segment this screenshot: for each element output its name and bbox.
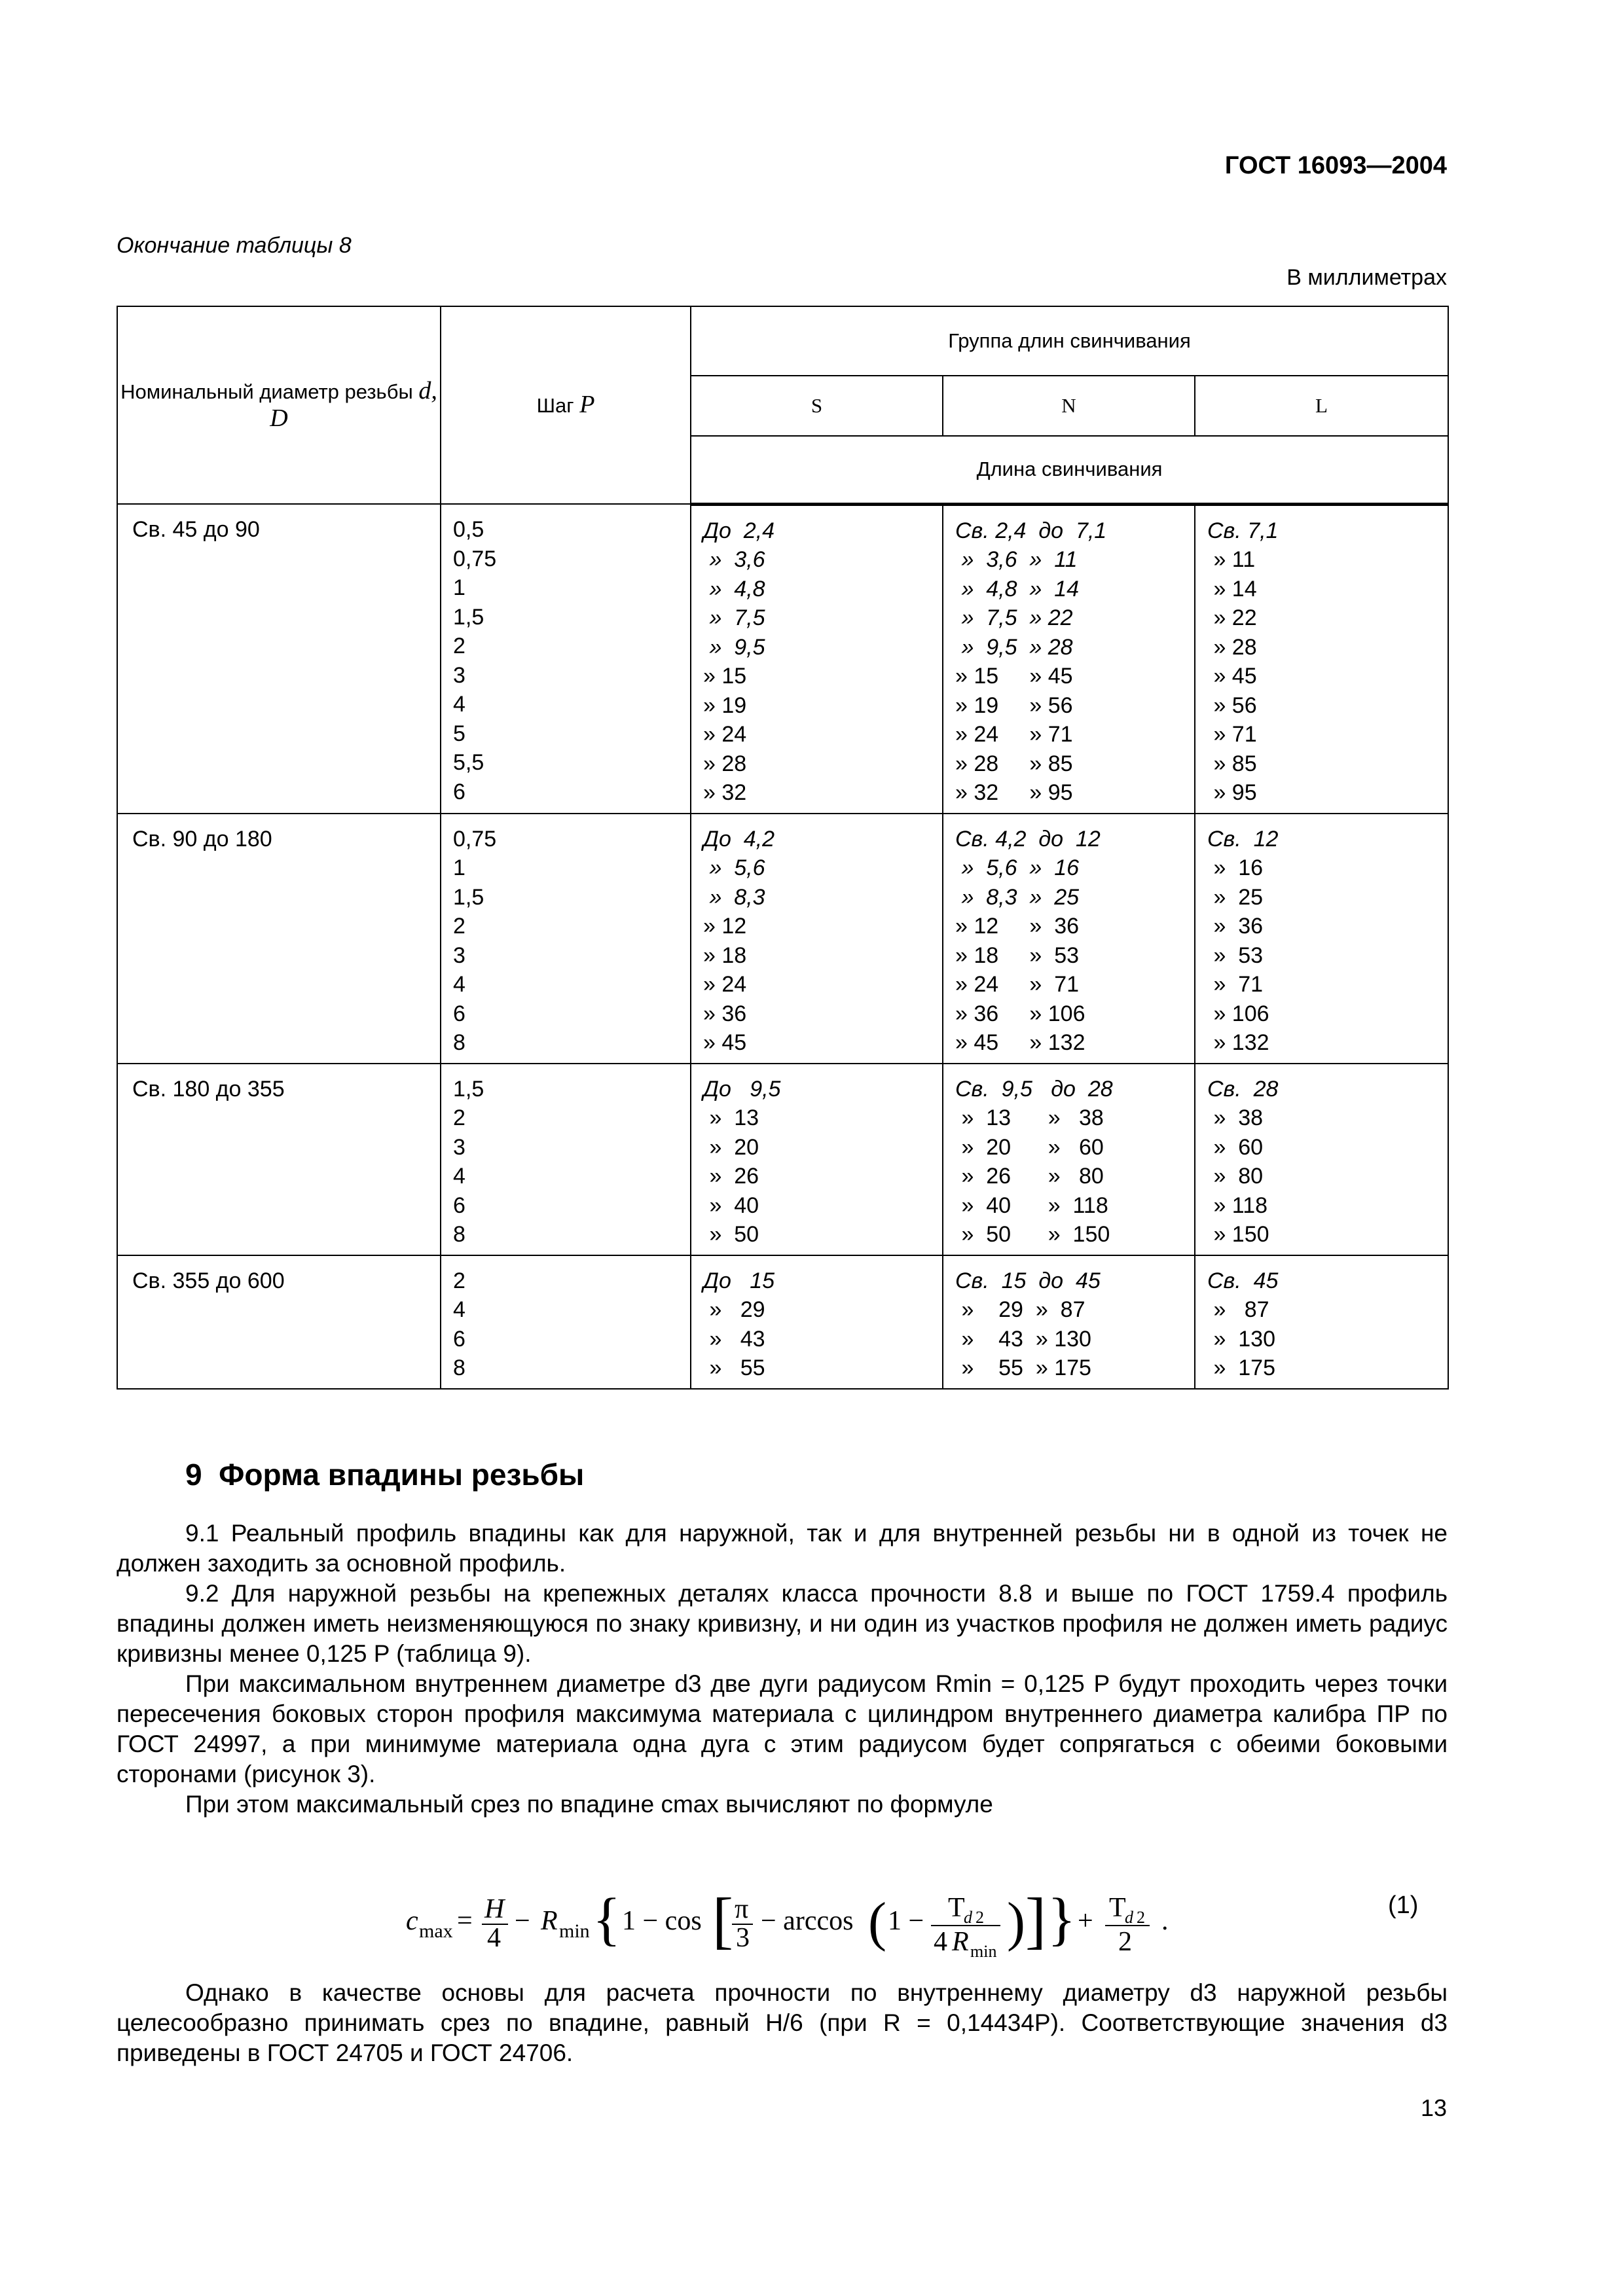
header-diameter	[117, 306, 441, 504]
cell-line: » 18	[703, 942, 747, 968]
cell-line: Св. 9,5 до 28	[955, 1076, 1113, 1102]
cell-line: 3	[453, 1134, 465, 1160]
cell-line: » 55 » 175	[955, 1355, 1091, 1380]
svg-text:H: H	[484, 1894, 505, 1924]
header-pitch	[441, 306, 691, 504]
cell-line: » 45	[1207, 664, 1257, 689]
cell-line: » 20 » 60	[955, 1134, 1104, 1160]
cell-diameter: Св. 90 до 180	[117, 814, 441, 1064]
svg-text:3: 3	[736, 1923, 750, 1953]
svg-text:[: [	[712, 1885, 733, 1955]
cell-line: » 3,6 » 11	[955, 547, 1078, 572]
cell-line: » 19	[703, 692, 747, 718]
cell-line: » 85	[1207, 751, 1257, 776]
cell-line: 1	[453, 855, 465, 880]
paragraph-9-2: 9.2 Для наружной резьбы на крепежных деталях класса прочности 8.8 и выше по ГОСТ 1759.4 профиль впадины должен иметь неизменяющуюся по знаку кривизну, и ни один из участков профиля не должен иметь радиус кривизны менее 0,125 P (таблица 9).	[117, 1580, 1448, 1667]
cell-line: » 26 » 80	[955, 1164, 1104, 1189]
cell-diameter: Св. 355 до 600	[117, 1255, 441, 1389]
cell-line: 2	[453, 634, 465, 658]
section-heading	[185, 1457, 584, 1492]
cell-diameter: Св. 180 до 355	[117, 1064, 441, 1255]
cell-line: » 9,5 » 28	[955, 634, 1073, 660]
cell-line: » 26	[703, 1164, 759, 1189]
svg-text:4: 4	[934, 1927, 947, 1957]
cell-line: 5,5	[453, 750, 484, 775]
svg-text:2: 2	[1118, 1927, 1132, 1957]
cell-line: » 20	[703, 1134, 759, 1160]
cell-pitch	[441, 1255, 691, 1389]
paragraph-d3-note: Однако в качестве основы для расчета прочности по внутреннему диаметру d3 наружной резьбы целесообразно принимать срез по впадине, равный H/6 (при R = 0,14434P). Соответствующие значения d3 приведены в ГОСТ 24705 и ГОСТ 24706.	[117, 1979, 1448, 2066]
cell-line: 6	[453, 1193, 465, 1218]
cell-line: » 87	[1207, 1297, 1269, 1322]
svg-text:T: T	[1109, 1893, 1126, 1923]
cell-line: » 130	[1207, 1326, 1275, 1352]
cell-line: » 19 » 56	[955, 692, 1073, 718]
table-continuation-label: Окончание таблицы 8	[117, 233, 352, 258]
cell-line: » 38	[1207, 1105, 1264, 1130]
svg-text:d: d	[1125, 1908, 1133, 1927]
svg-text:): )	[1007, 1892, 1025, 1952]
cell-line: » 60	[1207, 1134, 1264, 1160]
table-row	[117, 1064, 1448, 1255]
cell-line: 3	[453, 662, 465, 688]
svg-text:max: max	[419, 1920, 453, 1942]
cell-line: » 22	[1207, 605, 1257, 630]
cell-length-l	[1195, 1064, 1448, 1255]
cell-line: » 5,6	[703, 855, 765, 880]
cell-line: » 7,5 » 22	[955, 605, 1073, 630]
svg-text:−: −	[515, 1906, 530, 1936]
cell-line: 6	[453, 1326, 465, 1352]
formula-1	[399, 1878, 1250, 1977]
cell-line: 8	[453, 1222, 465, 1247]
cell-line: » 28 » 85	[955, 751, 1073, 776]
cell-line: 4	[453, 972, 465, 997]
cell-line: » 25	[1207, 884, 1264, 910]
cell-length-s	[691, 1064, 943, 1255]
document-id: ГОСТ 16093—2004	[1224, 152, 1447, 179]
header-length: Длина свинчивания	[691, 436, 1448, 504]
table-row	[117, 814, 1448, 1064]
cell-line: » 4,8 » 14	[955, 576, 1080, 601]
cell-line: Св. 45	[1207, 1268, 1279, 1293]
cell-line: » 4,8	[703, 576, 765, 601]
cell-line: » 56	[1207, 692, 1257, 718]
cell-line: » 40 » 118	[955, 1193, 1108, 1218]
cell-pitch	[441, 1064, 691, 1255]
formula-number: (1)	[1388, 1892, 1419, 1919]
svg-text:(: (	[868, 1892, 886, 1952]
cell-line: » 36	[703, 1001, 747, 1026]
cell-line: 5	[453, 721, 465, 746]
cell-line: До 15	[703, 1268, 775, 1293]
cell-line: » 11	[1207, 547, 1256, 572]
cell-line: » 24 » 71	[955, 722, 1073, 747]
cell-line: » 15	[703, 664, 747, 689]
cell-length-l	[1195, 814, 1448, 1064]
header-group-n: N	[943, 376, 1195, 436]
svg-text:min: min	[970, 1942, 997, 1961]
svg-text:2: 2	[1137, 1908, 1145, 1927]
svg-text:d: d	[964, 1908, 972, 1927]
cell-line: 1	[453, 575, 465, 600]
svg-text:R: R	[541, 1906, 558, 1936]
cell-line: » 13	[703, 1105, 759, 1130]
cell-line: 8	[453, 1030, 465, 1055]
svg-text:min: min	[559, 1920, 590, 1942]
cell-line: Св. 4,2 до 12	[955, 826, 1101, 852]
cell-line: 1,5	[453, 604, 484, 630]
cell-line: » 12 » 36	[955, 914, 1080, 939]
cell-line: Св. 12	[1207, 826, 1279, 852]
cell-line: » 150	[1207, 1222, 1269, 1247]
paragraph-9-1: 9.1 Реальный профиль впадины как для наружной, так и для внутренней резьбы ни в одной из точек не должен заходить за основной профиль.	[117, 1520, 1448, 1577]
cell-line: » 16	[1207, 855, 1264, 880]
cell-line: 6	[453, 1001, 465, 1026]
header-diameter-symbol: d, D	[270, 377, 437, 432]
cell-line: 0,75	[453, 826, 497, 852]
cell-line: » 45 » 132	[955, 1030, 1085, 1055]
cell-line: До 2,4	[703, 518, 775, 543]
cell-length-s	[691, 814, 943, 1064]
cell-line: » 7,5	[703, 605, 765, 630]
cell-line: Св. 15 до 45	[955, 1268, 1101, 1293]
page-number: 13	[1420, 2094, 1447, 2121]
svg-text:=: =	[457, 1906, 473, 1936]
cell-length-n	[943, 504, 1195, 814]
paragraph-dmax: При максимальном внутреннем диаметре d3 две дуги радиусом Rmin = 0,125 P будут проходить через точки пересечения боковых сторон профиля максимума материала с цилиндром внутреннего диаметра калибра ПР по ГОСТ 24997, а при минимуме материала одна дуга с этим радиусом будет сопрягаться с обеими боковыми сторонами (рисунок 3).	[117, 1670, 1448, 1787]
svg-text:R: R	[952, 1927, 969, 1957]
cell-line: » 28	[703, 751, 747, 776]
cell-line: » 50 » 150	[955, 1222, 1110, 1247]
cell-line: » 3,6	[703, 547, 765, 572]
cell-diameter: Св. 45 до 90	[117, 504, 441, 814]
cell-line: » 132	[1207, 1030, 1269, 1055]
svg-text:4: 4	[487, 1923, 501, 1953]
cell-line: » 40	[703, 1193, 759, 1218]
cell-line: 1,5	[453, 1076, 484, 1102]
cell-line: » 29 » 87	[955, 1297, 1085, 1322]
cell-line: » 24 » 71	[955, 972, 1080, 997]
cell-line: 2	[453, 1268, 465, 1293]
cell-line: Св. 28	[1207, 1076, 1279, 1102]
cell-line: 4	[453, 692, 465, 717]
body-text-top	[117, 1518, 1448, 1820]
cell-line: » 36	[1207, 914, 1264, 939]
cell-line: 4	[453, 1164, 465, 1189]
svg-text:− arccos: − arccos	[761, 1906, 854, 1936]
cell-line: » 32	[703, 780, 747, 805]
cell-line: » 12	[703, 914, 747, 939]
header-diameter-label: Номинальный диаметр резьбы	[120, 380, 413, 403]
cell-pitch	[441, 504, 691, 814]
cell-line: » 36 » 106	[955, 1001, 1085, 1026]
svg-text:+: +	[1078, 1906, 1093, 1936]
table-8	[117, 306, 1449, 1390]
cell-line: » 50	[703, 1222, 759, 1247]
cell-line: » 24	[703, 972, 747, 997]
svg-text:1 − cos: 1 − cos	[622, 1906, 702, 1936]
cell-line: » 43 » 130	[955, 1326, 1091, 1352]
section-number: 9	[185, 1458, 202, 1492]
cell-line: » 106	[1207, 1001, 1269, 1026]
header-group: Группа длин свинчивания	[691, 306, 1448, 376]
cell-line: До 9,5	[703, 1076, 781, 1102]
cell-line: » 9,5	[703, 634, 765, 660]
cell-length-s	[691, 1255, 943, 1389]
cell-line: » 32 » 95	[955, 780, 1073, 805]
svg-text:2: 2	[976, 1908, 984, 1927]
cell-line: » 45	[703, 1030, 747, 1055]
section-title: Форма впадины резьбы	[219, 1458, 585, 1492]
header-pitch-label: Шаг	[536, 394, 574, 417]
cell-line: » 29	[703, 1297, 765, 1322]
header-pitch-symbol: P	[579, 391, 595, 418]
table-units: В миллиметрах	[1286, 265, 1447, 290]
cell-line: » 18 » 53	[955, 942, 1080, 968]
cell-line: 8	[453, 1355, 465, 1380]
cell-line: Св. 2,4 до 7,1	[955, 518, 1107, 543]
cell-line: » 14	[1207, 576, 1257, 601]
svg-text:]: ]	[1025, 1885, 1046, 1955]
paragraph-formula-intro: При этом максимальный срез по впадине cmax вычисляют по формуле	[185, 1791, 993, 1818]
cell-line: Св. 7,1	[1207, 518, 1279, 543]
cell-line: » 13 » 38	[955, 1105, 1104, 1130]
cell-line: 1,5	[453, 884, 484, 910]
cell-line: 0,75	[453, 546, 497, 571]
cell-line: » 71	[1207, 722, 1257, 747]
cell-line: » 24	[703, 722, 747, 747]
cell-line: 3	[453, 942, 465, 968]
cell-line: » 53	[1207, 942, 1264, 968]
cell-length-s	[691, 504, 943, 814]
cell-length-n	[943, 1255, 1195, 1389]
cell-line: » 28	[1207, 634, 1257, 660]
svg-text:c: c	[406, 1906, 418, 1936]
cell-line: » 118	[1207, 1193, 1268, 1218]
header-group-l: L	[1195, 376, 1448, 436]
svg-text:}: }	[1048, 1887, 1076, 1952]
cell-line: » 175	[1207, 1355, 1275, 1380]
svg-text:1 −: 1 −	[888, 1906, 924, 1936]
cell-line: » 8,3 » 25	[955, 884, 1080, 910]
svg-text:π: π	[735, 1894, 749, 1924]
header-group-s: S	[691, 376, 943, 436]
cell-line: » 5,6 » 16	[955, 855, 1080, 880]
cell-line: 2	[453, 914, 465, 939]
cell-line: 0,5	[453, 517, 484, 542]
cell-line: » 8,3	[703, 884, 765, 910]
body-text-bottom	[117, 1978, 1448, 2068]
table-row	[117, 1255, 1448, 1389]
cell-line: 2	[453, 1105, 465, 1130]
svg-text:.: .	[1161, 1906, 1169, 1936]
cell-pitch	[441, 814, 691, 1064]
cell-line: До 4,2	[703, 826, 775, 852]
svg-text:{: {	[593, 1887, 621, 1952]
cell-line: » 55	[703, 1355, 765, 1380]
cell-line: » 80	[1207, 1164, 1264, 1189]
cell-line: » 15 » 45	[955, 664, 1073, 689]
cell-line: » 43	[703, 1326, 765, 1352]
cell-line: » 71	[1207, 972, 1264, 997]
cell-line: 6	[453, 779, 465, 804]
cell-length-l	[1195, 1255, 1448, 1389]
cell-length-n	[943, 814, 1195, 1064]
svg-text:T: T	[948, 1893, 965, 1923]
table-row	[117, 504, 1448, 814]
cell-line: 4	[453, 1297, 465, 1322]
cell-length-n	[943, 1064, 1195, 1255]
cell-line: » 95	[1207, 780, 1257, 805]
cell-length-l	[1195, 504, 1448, 814]
